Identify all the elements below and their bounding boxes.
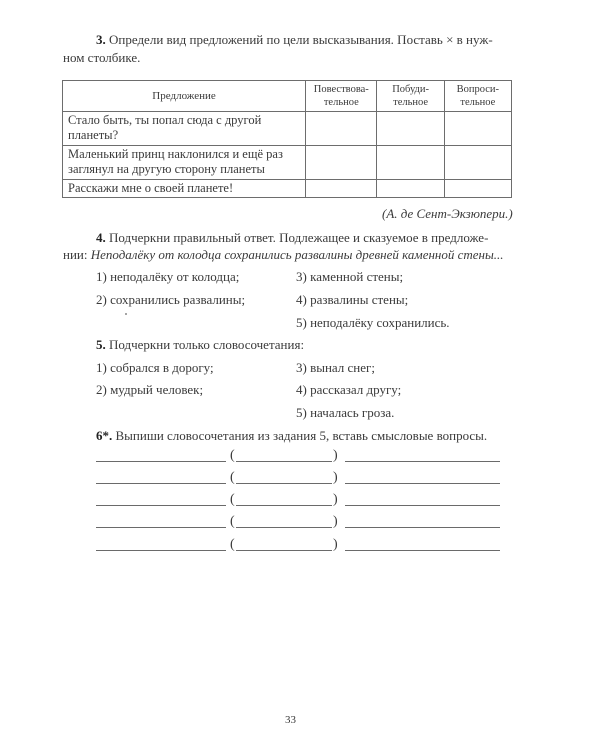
- task4-number: 4.: [96, 230, 106, 245]
- task4-example-sentence: Неподалёку от колодца сохранились развалины древней каменной стены...: [90, 247, 504, 262]
- phrase-blank[interactable]: [96, 505, 226, 506]
- close-paren: ): [333, 514, 338, 529]
- task3-instruction: [96, 31, 516, 49]
- answer-cell[interactable]: [377, 180, 444, 198]
- task6-instruction: [96, 427, 487, 445]
- answer-cell[interactable]: [306, 180, 377, 198]
- task4-sentence: нии: Неподалёку от колодца сохранились развалины древней каменной стены...: [63, 247, 504, 262]
- table-row: [63, 112, 512, 146]
- answer-cell[interactable]: [306, 112, 377, 146]
- header-interrogative: Вопроси- тельное: [444, 81, 511, 112]
- header-imperative: Побуди- тельное: [377, 81, 444, 112]
- task4-option-2[interactable]: 2) сохранились развалины;: [96, 292, 246, 307]
- table-row: [63, 146, 512, 180]
- task4-option-3[interactable]: 3) каменной стены;: [296, 269, 404, 284]
- task4-option-5[interactable]: 5) неподалёку сохранились.: [296, 315, 450, 330]
- dependent-word-blank[interactable]: [345, 483, 500, 484]
- task4-text: Подчеркни правильный ответ. Подлежащее и сказуемое в предложе-: [105, 230, 489, 245]
- task3-instruction-cont: [63, 49, 140, 67]
- sentence-cell: Маленький принц наклонился и ещё раз заглянул на другую сторону планеты: [63, 146, 306, 180]
- task5-number: 5.: [96, 337, 106, 352]
- stray-dot: [125, 313, 127, 315]
- task5-option-1[interactable]: 1) собрался в дорогу;: [96, 360, 214, 375]
- open-paren: (: [230, 448, 235, 463]
- page-number: 33: [285, 714, 296, 726]
- header-sentence: Предложение: [63, 81, 306, 112]
- task4-instruction: [96, 229, 516, 247]
- task3-table: [62, 80, 512, 198]
- answer-cell[interactable]: [377, 146, 444, 180]
- sentence-cell: Стало быть, ты попал сюда с другой планеты?: [63, 112, 306, 146]
- task5-text: Подчеркни только словосочетания:: [105, 337, 305, 352]
- task4-option-4[interactable]: 4) развалины стены;: [296, 292, 409, 307]
- question-blank[interactable]: [236, 550, 332, 551]
- phrase-blank[interactable]: [96, 550, 226, 551]
- question-blank[interactable]: [236, 505, 332, 506]
- table-row: [63, 180, 512, 198]
- close-paren: ): [333, 537, 338, 552]
- task4-option-1[interactable]: 1) неподалёку от колодца;: [96, 269, 240, 284]
- task5-option-2[interactable]: 2) мудрый человек;: [96, 382, 204, 397]
- task6-text: Выпиши словосочетания из задания 5, вставь смысловые вопросы.: [112, 428, 488, 443]
- open-paren: (: [230, 470, 235, 485]
- question-blank[interactable]: [236, 483, 332, 484]
- answer-cell[interactable]: [444, 112, 511, 146]
- task5-option-4[interactable]: 4) рассказал другу;: [296, 382, 402, 397]
- sentence-cell: Расскажи мне о своей планете!: [63, 180, 306, 198]
- dependent-word-blank[interactable]: [345, 550, 500, 551]
- task3-text-cont: ном столбике.: [63, 50, 141, 65]
- task3-text: Определи вид предложений по цели высказывания. Поставь × в нуж-: [105, 32, 493, 47]
- dependent-word-blank[interactable]: [345, 527, 500, 528]
- answer-cell[interactable]: [444, 146, 511, 180]
- task5-option-5[interactable]: 5) началась гроза.: [296, 405, 395, 420]
- open-paren: (: [230, 514, 235, 529]
- task3-number: 3.: [96, 32, 106, 47]
- open-paren: (: [230, 492, 235, 507]
- header-narrative: Повествова- тельное: [306, 81, 377, 112]
- answer-cell[interactable]: [444, 180, 511, 198]
- close-paren: ): [333, 448, 338, 463]
- phrase-blank[interactable]: [96, 483, 226, 484]
- phrase-blank[interactable]: [96, 527, 226, 528]
- open-paren: (: [230, 537, 235, 552]
- close-paren: ): [333, 492, 338, 507]
- question-blank[interactable]: [236, 527, 332, 528]
- dependent-word-blank[interactable]: [345, 505, 500, 506]
- task3-author: (А. де Сент-Экзюпери.): [382, 206, 513, 221]
- question-blank[interactable]: [236, 461, 332, 462]
- task5-instruction: [96, 336, 304, 354]
- task6-number: 6*.: [96, 428, 113, 443]
- phrase-blank[interactable]: [96, 461, 226, 462]
- task5-option-3[interactable]: 3) вынал снег;: [296, 360, 375, 375]
- dependent-word-blank[interactable]: [345, 461, 500, 462]
- close-paren: ): [333, 470, 338, 485]
- answer-cell[interactable]: [377, 112, 444, 146]
- answer-cell[interactable]: [306, 146, 377, 180]
